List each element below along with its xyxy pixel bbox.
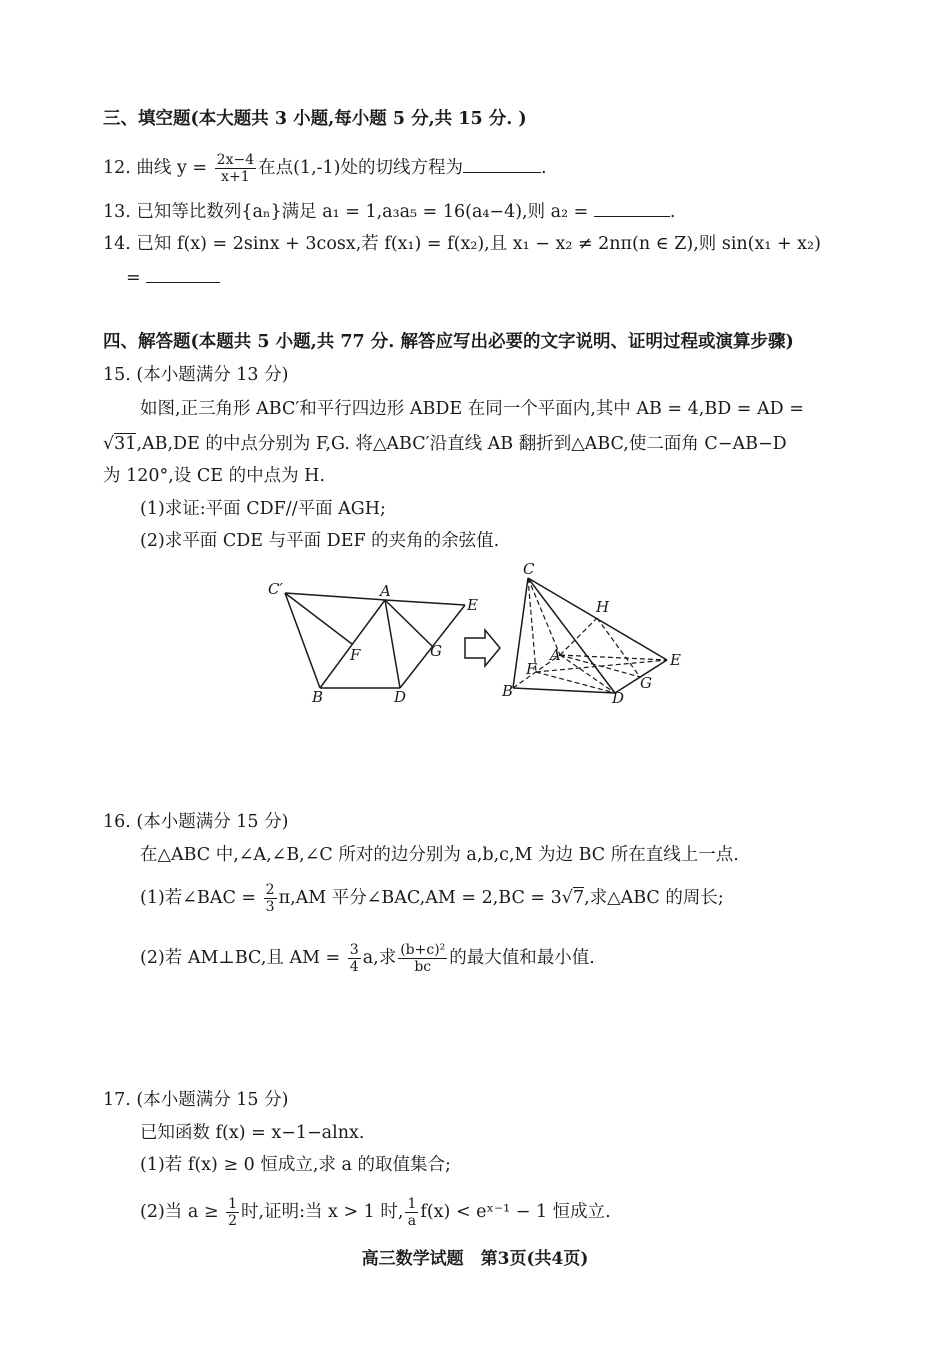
label-right-H: H xyxy=(596,598,610,616)
label-right-A: A xyxy=(550,646,561,664)
label-right-D: D xyxy=(612,689,625,707)
q17-line1: 已知函数 f(x) = x−1−alnx. xyxy=(140,1123,365,1143)
q12-post: 在点(1,-1)处的切线方程为 xyxy=(258,158,464,178)
q15-sqrt: 31 xyxy=(114,434,137,454)
q17-part2-fraction2: $\frac{1}{a}$ xyxy=(407,1196,417,1229)
label-left-E: E xyxy=(467,596,478,614)
q15-part1: (1)求证:平面 CDF//平面 AGH; xyxy=(140,499,386,519)
q14 xyxy=(103,232,821,256)
q13-number: 13. xyxy=(103,202,137,222)
label-left-B: B xyxy=(312,688,324,706)
label-right-F: F xyxy=(526,660,537,678)
q12-number: 12. xyxy=(103,158,137,178)
label-right-G: G xyxy=(640,674,652,692)
q15-line1: 如图,正三角形 ABC′和平行四边形 ABDE 在同一个平面内,其中 AB = 4,BD = AD = xyxy=(140,399,804,419)
q16-part1-fraction: $\frac{2}{3}$ xyxy=(265,882,275,915)
label-left-C: C′ xyxy=(268,580,283,598)
q12-fraction: $\frac{2x-4}{x+1}$ xyxy=(216,152,255,185)
q15-line3: 为 120°,设 CE 的中点为 H. xyxy=(103,466,325,486)
q14-answer-blank xyxy=(146,266,220,283)
q13-answer-blank xyxy=(594,200,670,217)
q14-line2: = xyxy=(126,266,220,290)
figure-left-flat xyxy=(285,593,465,688)
q17-head: 17. (本小题满分 15 分) xyxy=(103,1090,289,1110)
q12-answer-blank xyxy=(463,156,541,173)
label-left-G: G xyxy=(430,642,442,660)
q14-number: 14. xyxy=(103,234,137,254)
q17-part2: (2)当 a ≥ $\frac{1}{2}$ 时,证明:当 x > 1 时, $\frac{1}{a}$ f(x) < eˣ⁻¹ − 1 恒成立. xyxy=(140,1196,611,1229)
label-left-D: D xyxy=(394,688,407,706)
label-right-E: E xyxy=(670,651,681,669)
label-left-A: A xyxy=(380,582,391,600)
section4-title: 四、解答题(本题共 5 小题,共 77 分. 解答应写出必要的文字说明、证明过程或演算步骤) xyxy=(103,332,794,352)
q12: 12. 曲线 y = $\frac{2x-4}{x+1}$ 在点(1,-1)处的切线方程为 . xyxy=(103,152,547,185)
q13: 13. 已知等比数列{aₙ}满足 a₁ = 1,a₃a₅ = 16(a₄−4),则 a₂ = . xyxy=(103,202,676,222)
section3-title: 三、填空题(本大题共 3 小题,每小题 5 分,共 15 分. ) xyxy=(103,109,527,129)
q16-head: 16. (本小题满分 15 分) xyxy=(103,812,289,832)
q16-part2-fraction2: $\frac{\text{(b+c)²}}{bc}$ xyxy=(400,942,446,975)
fold-arrow-icon xyxy=(465,630,500,666)
q16-line1: 在△ABC 中,∠A,∠B,∠C 所对的边分别为 a,b,c,M 为边 BC 所在直线上一点. xyxy=(140,845,739,865)
q13-text: 已知等比数列{aₙ}满足 a₁ = 1,a₃a₅ = 16(a₄−4),则 a₂ = xyxy=(136,202,594,222)
page-footer: 高三数学试题 第3页(共4页) xyxy=(361,1249,589,1269)
q16-part2: (2)若 AM⊥BC,且 AM = $\frac{3}{4}$ a,求 $\frac{\text{(b+c)²}}{bc}$ 的最大值和最小值. xyxy=(140,942,595,975)
label-right-C: C xyxy=(523,560,535,578)
q16-part2-fraction1: $\frac{3}{4}$ xyxy=(349,942,359,975)
q17-part1: (1)若 f(x) ≥ 0 恒成立,求 a 的取值集合; xyxy=(140,1155,451,1175)
q15-part2: (2)求平面 CDE 与平面 DEF 的夹角的余弦值. xyxy=(140,531,500,551)
q15-line2: √31,AB,DE 的中点分别为 F,G. 将△ABC′沿直线 AB 翻折到△ABC,使二面角 C−AB−D xyxy=(103,434,787,454)
q15-figure xyxy=(260,560,690,710)
label-right-B: B xyxy=(502,682,514,700)
q12-pre: 曲线 y = xyxy=(136,158,213,178)
q15-head: 15. (本小题满分 13 分) xyxy=(103,365,289,385)
q16-part1: (1)若∠BAC = $\frac{2}{3}$ π,AM 平分∠BAC,AM = 2,BC = 3√7,求△ABC 的周长; xyxy=(140,882,724,915)
q17-part2-fraction1: $\frac{1}{2}$ xyxy=(228,1196,237,1229)
label-left-F: F xyxy=(350,646,361,664)
q14-text: 已知 f(x) = 2sinx + 3cosx,若 f(x₁) = f(x₂),且 x₁ − x₂ ≠ 2nπ(n ∈ Z),则 sin(x₁ + x₂) xyxy=(136,234,821,254)
